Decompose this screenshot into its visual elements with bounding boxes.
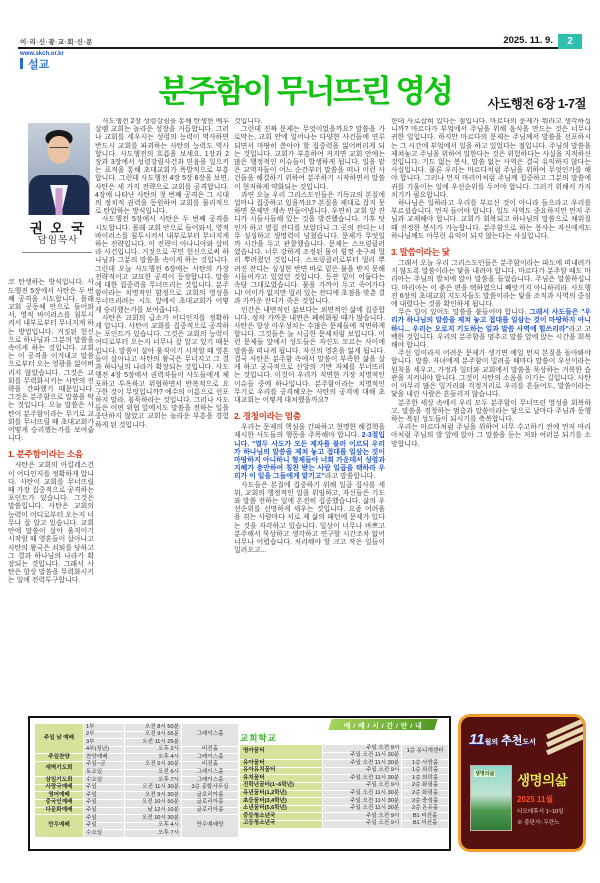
school-row <box>240 806 448 813</box>
worship-cell-time: 오후 7시 <box>125 830 181 837</box>
worship-cell-name: 만우예배 <box>35 815 83 837</box>
worship-row <box>35 808 238 815</box>
pastor-name: 권 오 국 <box>29 221 87 236</box>
body-text: 하나님은 일하라고 우리를 부르신 것이 아니라 들으라고 우리를 부르셨습니다. 먼저 들어야 합니다. 일도 사역도 중요하지만 먼저 주님과 교제해야 합니다. 교회가 회복되고 하나님의 말씀으로 채워질 때 진정한 봉사가 가능합니다. 분주함으로 하는 봉사는 자신에게도 하나님께도 아무런 유익이 되지 않는다는 사실입니다. <box>391 200 591 240</box>
worship-cell-name: 다문화예배 <box>35 808 83 815</box>
worship-row <box>35 792 238 799</box>
school-cell-time: 주일 오전 11시 30분 <box>323 760 402 767</box>
school-cell-time: 주일 오전 9시 <box>323 821 402 828</box>
worship-cell-name: 주일 낮 예배 <box>35 724 83 753</box>
body-text: 3. 말씀이라는 닻 <box>391 247 450 258</box>
issue-date: 2025. 11. 9. <box>503 35 553 46</box>
school-row <box>240 783 448 790</box>
body-text: 사도행전 5장에서 사탄은 두 번째 공격을 시도합니다. 몰래 교회 안으로 들어와서, 영적 바이러스를 침투시켜서 내부로부터 무너지게 하는 전략입니다. 이 전략이 아나니아와 삽비라 사건입니다. 거짓으로 꾸민 헌신으로써 하나님과 그분의 말씀을 속이게 하는 것입니다. 그런데 오늘 사도행전 6장에는 사탄의 가장 전략적이고 교묘한 공격이 등장합니다. 말씀에 대한 집중력을 무너뜨리는 것입니다. 분주함이라는 치명적인 함정으로 교회의 영성을 무너뜨리려는 시도 앞에서 초대교회가 어떻게 승리했는가를 보여줍니다. <box>95 216 229 314</box>
book-ad-line: 디모데후서 1~10일 <box>517 809 564 815</box>
worship-time-banner-label: 예 / 배 / 시 / 간 / 안 / 내 <box>343 722 423 730</box>
body-text: 우리는 마르다처럼 주님을 위하여 너무 수고하기 전에 먼저 마리아처럼 주님의 발 앞에 앉아 그 말씀을 듣는 저와 여러분 되기를 소망합니다. <box>391 424 591 448</box>
article-paragraph <box>391 309 591 350</box>
body-text: 사도행전 2장 성령강림을 통해 탄생한 예루살렘 교회는 놀라운 성장을 거듭합니다. 그러나 교회를 세우시는 성령의 능력이 역사하면 반드시 교회를 파괴하는 사탄의 능력도 역사합니다. 사도행전의 흐름을 보세요. 1장과 2장과 3장에서 성령강림사건과 믿음을 일으키는 표적을 통해 초대교회가 폭발적으로 부흥합니다. 그런데 사도행전 4장 5장 6장을 보면, 사탄은 세 가지 전략으로 교회를 공격합니다. 4장에 나타난 사탄의 첫 번째 공격은 그 시대의 정치적 권력을 동원하여 교회를 물리적으로 탄압하는 방식입니다. <box>95 118 229 216</box>
body-text: 라고 고백한 것입니다. 우리의 분주함을 멈추고 말씀 앞에 앉는 시간을 회복해야 합니다. <box>391 325 591 350</box>
school-cell-name: 중등청소년국 <box>240 813 322 820</box>
section-label-text: 설교 <box>28 59 50 71</box>
article-column-d <box>391 118 591 710</box>
worship-cell-time: 오전 9시 30분 <box>125 792 181 799</box>
pastor-photo <box>28 123 90 215</box>
school-cell-place: B1 비전홀 <box>402 813 448 820</box>
photo-glasses <box>50 147 69 153</box>
ad-title-part: 도서 <box>522 739 536 746</box>
body-text: 1. 분주함이라는 소음 <box>8 449 83 460</box>
article-paragraph <box>391 424 591 449</box>
section-heading <box>391 247 591 257</box>
worship-cell-place: 비전홀 <box>182 762 238 769</box>
worship-row <box>35 785 238 792</box>
worship-cell-name: 새벽기도회 <box>35 762 83 776</box>
school-cell-name: 유아꿈터 <box>240 760 322 767</box>
school-cell-place: 2층 화평홀 <box>402 783 448 790</box>
ad-month: 11 <box>469 731 485 748</box>
school-row <box>240 821 448 828</box>
worship-cell-place: 그레이스홀 <box>182 777 238 784</box>
worship-cell-day: 토요일 <box>84 770 124 777</box>
book-cover-image <box>470 765 512 831</box>
body-text: 과연 오늘 우리 그리스도인들은 기독교의 본질에 얼마나 집중하고 있을까요? 본질을 제대로 잡지 못하면 문제만 계속 만들어냅니다. 우연히 교회 앞 잔디가 시들시들해 있는 것을 발견했습니다. 기후 탓인가 하고 옆집 잔디를 보았더니 그 곳의 잔디는 너무 싱싱하고 생명력이 넘쳤습니다. 문제가 무엇일까 시간을 두고 관찰했습니다. 문제는 스프링클러였습니다. 너무 강하게 조정된 물이 힘껏 솟구쳐 멀리 뿌려졌던 것입니다. 스프링클러로부터 멀리 뿌려진 잔디는 싱싱한 반면 바로 밑은 물을 받지 못해 시들어가고 있었던 것입니다. 등잔 밑이 어둡다는 속담 그대로였습니다. 물을 가까이 두고 죽어가다니! 어이가 없지만 멀리 있는 잔디에 초점을 맞춘 결과 가까운 잔디가 죽은 것입니다. <box>234 191 385 306</box>
article-paragraph <box>95 315 229 430</box>
worship-cell-place: 글로리아홀 <box>182 800 238 807</box>
worship-cell-time: 오전 6시 <box>125 770 181 777</box>
book-cover-title: 생명의삶 <box>475 771 495 777</box>
school-cell-place: 1층 희락홀 <box>402 768 448 775</box>
worship-cell-day: 2부 <box>84 732 124 739</box>
church-school-label: 교회학교 <box>240 733 277 743</box>
school-row <box>240 760 448 767</box>
worship-cell-day: 주일~금 <box>84 762 124 769</box>
book-title: 생명의삶 <box>517 773 568 788</box>
body-text: 한데 사로잡혀 있다는 점입니다. 마르다의 문제가 뭐라고 생각하십니까? 마르다가 부엌에서 주님을 위해 음식을 만드는 것은 너무나 귀한 일입니다. 하지만 마르다의 문제는 주님께서 말씀을 선포하시는 그 시간에 부엌에서 일을 하고 있었다는 점입니다. 주님의 말씀을 제쳐놓고 주님을 위하여 일한다는 것은 위험하다는 사실을 지적하신 것입니다. 기도 없는 봉사, 말씀 없는 사역은 결국 유익하지 않다는 사실입니다. 물론 우리는 마르다처럼 주님을 위하여 무엇인가를 해야 합니다. 그러나 먼저 마리아처럼 주님께 집중하고 그분의 말씀에 귀를 기울이는 일에 우선순위를 두어야 합니다. 그러기 위해서 가지치기가 필요합니다. <box>391 118 591 199</box>
worship-cell-time: 오후 4시 <box>125 754 181 761</box>
worship-cell-day: 찬양예배 <box>84 754 124 761</box>
article-column-b <box>95 118 229 710</box>
school-row <box>240 798 448 805</box>
school-cell-name: 고등청소년국 <box>240 821 322 828</box>
school-cell-place: B1 미션홀 <box>402 821 448 828</box>
worship-cell-name: 주일찬양 <box>35 754 83 761</box>
worship-row <box>35 777 238 784</box>
worship-cell-place: 그레이스홀 <box>182 754 238 761</box>
worship-cell-name: 중국인예배 <box>35 800 83 807</box>
section-bar-icon <box>20 58 23 69</box>
school-cell-time: 주일 오전 11시 30분 <box>323 798 402 805</box>
worship-row <box>35 800 238 807</box>
body-text: 분주한 세상 속에서 우리 모두 분주함이 무너뜨린 영성을 회복하고, 말씀을 경청하는 멈춤과 말씀이라는 닻으로 날마다 주님과 동행하는 복된 성도들이 되시기를 축복합니다. <box>391 399 591 423</box>
body-text: 라고 말씀합니다. <box>324 473 376 481</box>
worship-cell-place: 글로리아홀 <box>182 808 238 815</box>
pastor-role: 담임목사 <box>37 235 79 247</box>
school-row <box>240 791 448 798</box>
site-url: www.skch.or.kr <box>20 51 64 57</box>
book-ad-lines <box>517 809 583 827</box>
worship-cell-day: 주일 <box>84 823 124 830</box>
school-cell-place: 2층 화평홀 <box>402 791 448 798</box>
school-cell-place: 1층 유니게센터 <box>402 745 448 759</box>
school-cell-name: 소년꿈터(5,6학년) <box>240 806 322 813</box>
worship-cell-time: 오전 10시 50분 <box>125 800 181 807</box>
section-heading <box>8 449 94 459</box>
worship-cell-place: 3층 종합사무실 <box>182 785 238 792</box>
worship-cell-time: 오전 8시 50분 <box>125 724 181 731</box>
section-label <box>20 56 49 72</box>
body-text: 인간은 내면적인 삶보다는 외면적인 삶에 집중합니다. 정작 가까운 내면은 폐허화될 때가 많습니다. 사탄은 항상 아우성치는 수많은 문제들에 직면하게 합니다. 그것들은 늘 시급한 문제처럼 보입니다. 이런 문제들 앞에서 성도들은 자신도 모르는 사이에 말씀을 떠나게 됩니다. 자신의 영혼을 잃게 됩니다. 결국 사탄은 분주함 속에서 말씀이 부족한 삶을 살게 하고 궁극적으로 신앙의 기반 자체를 무너뜨리는 것입니다. 이것이 우리가 직면한 가장 치명적인 이슈들 중에 하나입니다. 분주함이라는 치명적인 무기로 우리를 공격해오는 사탄의 공격에 대해 초대교회는 어떻게 대처했을까요? <box>234 306 385 404</box>
worship-cell-place: 만우예배당 <box>182 815 238 837</box>
church-school-table <box>239 744 449 829</box>
article-paragraph <box>234 424 385 481</box>
worship-schedule-box <box>28 716 451 851</box>
ad-title-part: 월의 <box>484 739 499 746</box>
worship-cell-day: 수요일 <box>84 777 124 784</box>
scripture-quote: 2-3절입니다. "열두 사도가 모든 제자를 불러 이르되 우리가 하나님의 말씀을 제쳐 놓고 접대를 일삼는 것이 마땅하지 아니하니 형제들아 너희 가운데서 성령과 지혜가 충만하여 칭찬 받는 사람 일곱을 택하라 우리가 이 일을 그들에게 맡기고" <box>234 432 385 481</box>
article-paragraph <box>391 260 591 309</box>
worship-cell-place: 글로리아홀 <box>182 792 238 799</box>
worship-row <box>35 815 238 822</box>
school-row <box>240 775 448 782</box>
masthead-title: 이·리·신·광·교·회·신·문 <box>20 39 93 46</box>
worship-cell-day: 1부 <box>84 724 124 731</box>
school-cell-name: 영아꿈터 <box>240 745 322 759</box>
worship-cell-place: 그레이스홀 <box>182 770 238 777</box>
worship-cell-day: 3부 <box>84 739 124 746</box>
article-paragraph <box>234 307 385 405</box>
worship-cell-day: 주일 <box>84 792 124 799</box>
article-paragraph <box>234 118 385 126</box>
body-text: 사도들은 본질에 집중하기 위해 일곱 집사를 세워, 교회의 행정적인 일을 위임하고, 자신들은 기도와 말씀 전하는 일에 온전히 집중했습니다. 삶의 우선순위를 선명하게 세우는 것입니다. 요즘 어려움을 겪는 사람마다 서로 제 삶의 패턴에 문제가 있다는 것을 자각하고 있습니다. 일상이 너무나 바쁘고 분주해서 묵상하고 생각하고 연구할 시간조차 없어 너무나 어렵습니다. 처리해야 할 크고 작은 일들이 밀려오고... <box>234 481 385 555</box>
school-cell-place: 2층 온유홀 <box>402 806 448 813</box>
article-paragraph <box>95 118 229 216</box>
school-row <box>240 745 448 752</box>
worship-row <box>35 762 238 769</box>
header-divider <box>18 47 582 49</box>
school-cell-place: 1층 희락홀 <box>402 775 448 782</box>
ad-details <box>517 769 583 827</box>
school-cell-time: 주일 오전 9시 <box>323 813 402 820</box>
worship-cell-place: 비전홀 <box>182 747 238 754</box>
worship-cell-time: 오후 2시 <box>125 747 181 754</box>
worship-cell-name: 사랑국예배 <box>35 785 83 792</box>
page-number-badge: 2 <box>558 34 582 49</box>
body-text: 그런데 진짜 문제는 무엇이었을까요? 말씀을 가로막는, 교회 안에 일어나는 다양한 사건들에 연루되면서 마땅히 쏟아야 할 집중력을 잃어버리게 되는 것입니다. 교회가 부흥하여 커지면 교회 안에는 많은 행정적인 이슈들이 발생하게 됩니다. 일을 맡은 교역자들이 어느 순간부터 말씀을 떠나 이런 사건들을 해결하기 위하여 분주하기 시작하면서 말씀이 현저하게 약화되는 것입니다. <box>234 126 385 191</box>
article-paragraph <box>234 192 385 307</box>
worship-cell-time: 오전 9시 55분 <box>125 732 181 739</box>
worship-cell-day: 수요일 <box>84 830 124 837</box>
worship-cell-day: 4부(청년) <box>84 747 124 754</box>
worship-cell-time: 오후 7시 <box>125 777 181 784</box>
book-recommendation-ad <box>458 714 586 852</box>
worship-cell-day: 주일 <box>84 808 124 815</box>
worship-cell-name: 삼일기도회 <box>35 777 83 784</box>
scripture-reference: 사도행전 6장 1-7절 <box>487 97 586 111</box>
article-paragraph <box>234 126 385 192</box>
article-paragraph <box>8 462 94 585</box>
article-paragraph <box>8 279 94 443</box>
article-paragraph <box>95 216 229 314</box>
ad-title-part: 추천 <box>498 735 523 747</box>
school-cell-name: 전학년꿈터(1~6학년) <box>240 783 322 790</box>
worship-cell-time: 오후 4시 <box>125 823 181 830</box>
school-cell-name: 유아유치꿈터 <box>240 768 322 775</box>
worship-cell-day: 주일 <box>84 800 124 807</box>
sermon-headline: 분주함이 무너뜨린 영성 <box>158 74 452 109</box>
body-text: 그래서 오늘 우리 그리스도인들은 분주함이라는 파도에 떠내려가지 않도록 말씀이라는 닻을 내려야 합니다. 마르다가 분주할 때도 마리아는 주님의 발치에 앉아 말씀을 들었습니다. 주님은 말씀하십니다. 마리아는 이 좋은 편을 택하였으니 빼앗기지 아니하리라. 사도행전 6장의 초대교회 지도자들도 말씀이라는 닻을 조직과 사역의 중심에 내렸다는 것을 확인하게 됩니다. <box>391 260 591 309</box>
worship-cell-time: 오전 11시 30분 <box>125 785 181 792</box>
school-cell-time: 주일 오전 11시 30분 <box>323 791 402 798</box>
school-cell-name: 유년꿈터(1,2학년) <box>240 791 322 798</box>
worship-cell-day: 주일 <box>84 785 124 792</box>
book-ad-line: ※ 출판사: 두란노 <box>517 820 560 826</box>
photo-tie <box>56 188 63 215</box>
worship-cell-time: 오전 11시 25분 <box>125 739 181 746</box>
body-text: 코 탄생하는 방식입니다. 사도행전 5장에서 사탄은 두 번째 공격을 시도합니다. 몰래 교회 공동체 안으로 들어와서, 영적 바이러스를 침투시켜서 내부로부터 무너지게 하는 방법입니다. 거짓된 헌신으로 하나님과 그분의 말씀을 속이게 하는 것입니다. 교회는 이 공격을 이겨내고 말씀으로부터 오는 영광을 잃어버리지 않았습니다. 그것은 교회를 무력화시키는 사탄의 전략을 간파했기 때문입니다. 그것은 분주함으로 말씀을 막는 것입니다. 오늘 말씀은 사탄이 분주함이라는 무기로 교회를 무너뜨릴 때 초대교회가 어떻게 승리했는가를 보여줍니다. <box>8 279 94 443</box>
book-issue: 2025 11월 <box>517 795 554 804</box>
article-paragraph <box>391 350 591 399</box>
school-cell-time: 주일 오전 11시 30분 <box>323 775 402 782</box>
school-cell-name: 초등꿈터(3,4학년) <box>240 798 322 805</box>
article-paragraph <box>391 400 591 425</box>
worship-cell-time: 오전 5시 30분 <box>125 762 181 769</box>
school-cell-place: 2층 충성홀 <box>402 798 448 805</box>
school-cell-time: 주일 오전 11시 30분 <box>323 806 402 813</box>
worship-schedule-table <box>34 723 239 838</box>
school-cell-name: 유치꿈터 <box>240 775 322 782</box>
school-cell-time: 주일 오전 9시 <box>323 768 402 775</box>
worship-time-banner <box>328 719 438 730</box>
worship-cell-day: 주일 <box>84 815 124 822</box>
school-cell-time: 주일 오전 9시 <box>323 783 402 790</box>
body-text: 우리는 문제의 핵심을 간파하고 현명한 해결책을 제시한 사도들의 행동을 주목해야 합니다. <box>234 424 385 440</box>
article-paragraph <box>391 118 591 200</box>
school-row <box>240 768 448 775</box>
school-cell-time: 주일 오전 9시 <box>323 745 402 752</box>
article-column-a <box>8 118 94 710</box>
worship-row <box>35 724 238 731</box>
school-row <box>240 813 448 820</box>
body-text: 것입니다. <box>234 118 263 125</box>
worship-cell-place: 그레이스홀 <box>182 724 238 746</box>
body-text: 사탄은 교회의 아킬레스건이 어디인지를 정확하게 압니다. 사탄이 교회를 무너뜨릴 때 가장 집중적으로 공격하는 포인트가 있습니다. 그것은 말씀입니다. 사탄은 교회의 능력이 어디로부터 오는지 너무나 잘 알고 있습니다. 교회 안에 말씀이 살아 움직이기 시작할 때 영혼들이 살아나고 사탄의 왕국은 쇠퇴를 당하고 그 결과 하나님의 나라가 확장되는 것입니다. 그래서 사탄은 항상 말씀을 무력화시키는 일에 전력투구합니다. <box>8 462 94 585</box>
section-heading <box>234 411 385 421</box>
school-cell-place: 1층 사랑홀 <box>402 760 448 767</box>
body-text: 사탄은 교회의 급소가 어디인지를 정확하게 압니다. 사탄이 교회를 집중적으로 공격하는 포인트가 있습니다. 그것은 교회의 능력이 어디로부터 오는지 너무나 잘 알고 있기 때문입니다. 말씀이 살아 움직이기 시작할 때 영혼들이 살아나고 사탄의 왕국은 무너지고 그 결과 하나님의 나라가 확장되는 것입니다. 사도행전 4장 5장에서 권력자들이 사도들에게 체포하고 투옥하고 위협하면서 반복적으로 요구한 것이 무엇입니까? 예수의 이름으로 선포하지 말라. 침묵하라는 것입니다. 그러나 사도들은 어떤 위협 앞에서도 말씀을 전하는 일을 중단하지 않았고 교회는 놀라운 부흥을 경험하게 된 것입니다. <box>95 314 229 429</box>
body-text: 무슨 일이 있어도 말씀을 붙들어야 합니다. <box>398 309 530 317</box>
article-paragraph <box>234 482 385 556</box>
body-text: 2. 경청이라는 멈춤 <box>234 411 301 422</box>
school-cell-time: 주일 오전 11시 30분 <box>323 753 402 760</box>
article-paragraph <box>391 200 591 241</box>
pastor-profile <box>8 123 94 269</box>
worship-cell-time: 낮 12시 10분 <box>125 808 181 815</box>
worship-cell-name: 영어예배 <box>35 792 83 799</box>
body-text: 주선 일이라지 어려운 문제가 생기면 예일 먼저 본질을 돌아봐야 합니다. 말씀. 자녀에게 분주함이 밀려올 때마다 말씀이 우선이라는 원칙을 세우고, 가정과 일터와 교회에서 말씀을 묵상하는 거룩한 습관을 지켜내야 합니다. 그것이 사탄의 소음을 이기는 길입니다. 사탄이 아무리 많은 일거리와 걱정거리로 우리를 흔들어도, 말씀이라는 닻을 내린 사람은 흔들리지 않습니다. <box>391 350 591 399</box>
scripture-quote: 그래서 사도들은 "우리가 하나님의 말씀을 제쳐 놓고 접대를 일삼는 것이 마땅하지 아니하니... 우리는 오로지 기도하는 일과 말씀 사역에 힘쓰리라" <box>391 309 591 333</box>
ad-title <box>469 731 536 749</box>
article-column-c <box>234 118 385 710</box>
worship-cell-time: 오전 10시 30분 <box>125 815 181 822</box>
worship-row <box>35 754 238 761</box>
